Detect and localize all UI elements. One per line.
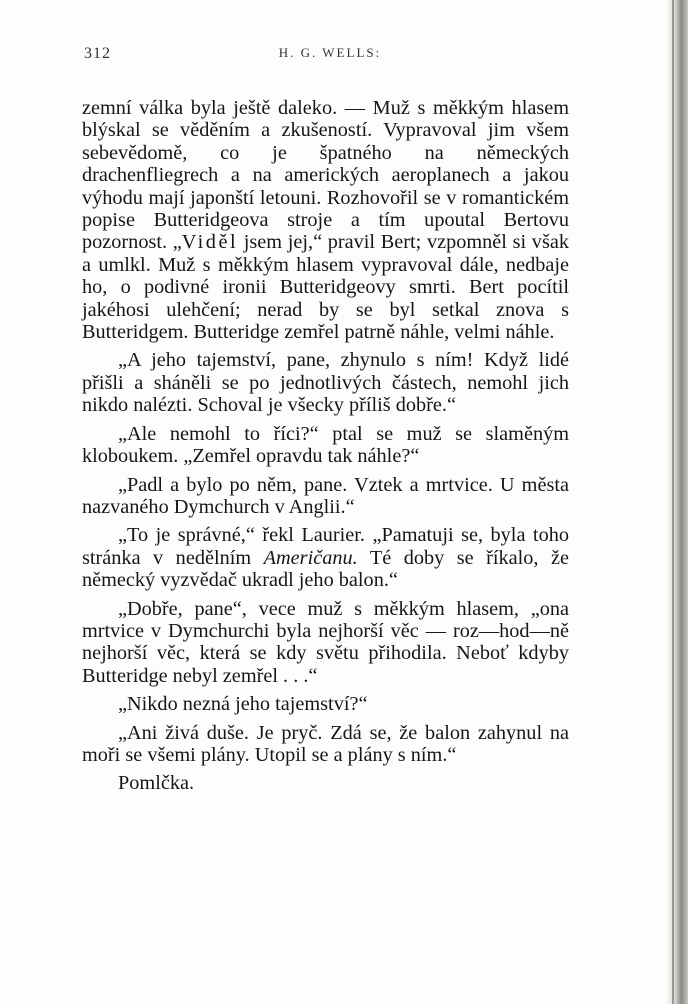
paragraph: „Nikdo nezná jeho tajemství?“ [118, 693, 368, 716]
paragraph: „To je správné,“ řekl Laurier. „Pamatuji se, byla toho stránka v nedělním Američanu. Té doby se říkalo, že německý vyzvědač ukradl jeho balon.“ [82, 524, 569, 592]
paragraph: „Ale nemohl to říci?“ ptal se muž se slaměným kloboukem. „Zemřel opravdu tak náhle?“ [82, 422, 569, 468]
paragraph: Pomlčka. [118, 772, 195, 795]
page-number: 312 [84, 45, 111, 62]
paragraph: „Ani živá duše. Je pryč. Zdá se, že balon zahynul na moři se všemi plány. Utopil se a plány s ním.“ [82, 721, 569, 766]
page-edge-shadow [672, 0, 674, 1004]
paragraph: „Padl a bylo po něm, pane. Vztek a mrtvice. U města nazvaného Dymchurch v Anglii.“ [82, 473, 569, 518]
italic-title: Američanu. [263, 546, 358, 569]
running-head: H. G. WELLS: [278, 45, 382, 60]
body-text [82, 97, 569, 795]
paragraph: „A jeho tajemství, pane, zhynulo s ním! Když lidé přišli a sháněli se po jednotlivých částech, nemohl jich nikdo nalézti. Schoval je všecky příliš dobře.“ [82, 349, 569, 417]
page-edge [666, 0, 688, 1004]
paragraph: zemní válka byla ještě daleko. — Muž s měkkým hlasem blýskal se věděním a zkušeností. Vypravoval jim všem sebevědomě, co je špatného na německých drachenfliegrech a na amerických aeroplanech a jakou výhodu mají japonští letouni. Rozhovořil se v romantickém popise Butteridgeova stroje a tím upoutal Bertovu pozornost. „Viděl jsem jej,“ pravil Bert; vzpomněl si však a umlkl. Muž s měkkým hlasem vypravoval dále, nedbaje ho, o podivné ironii Butteridgeovy smrti. Bert pocítil jakéhosi ulehčení; nerad by se byl setkal znova s Butteridgem. Butteridge zemřel patrně náhle, velmi náhle. [82, 97, 569, 344]
spaced-word: Viděl [181, 231, 239, 254]
page-header [84, 45, 576, 71]
paragraph: „Dobře, pane“, vece muž s měkkým hlasem, „ona mrtvice v Dymchurchi byla nejhorší věc — roz—hod—ně nejhorší věc, která se kdy světu přihodila. Neboť kdyby Butteridge nebyl zemřel . . .“ [82, 597, 569, 687]
